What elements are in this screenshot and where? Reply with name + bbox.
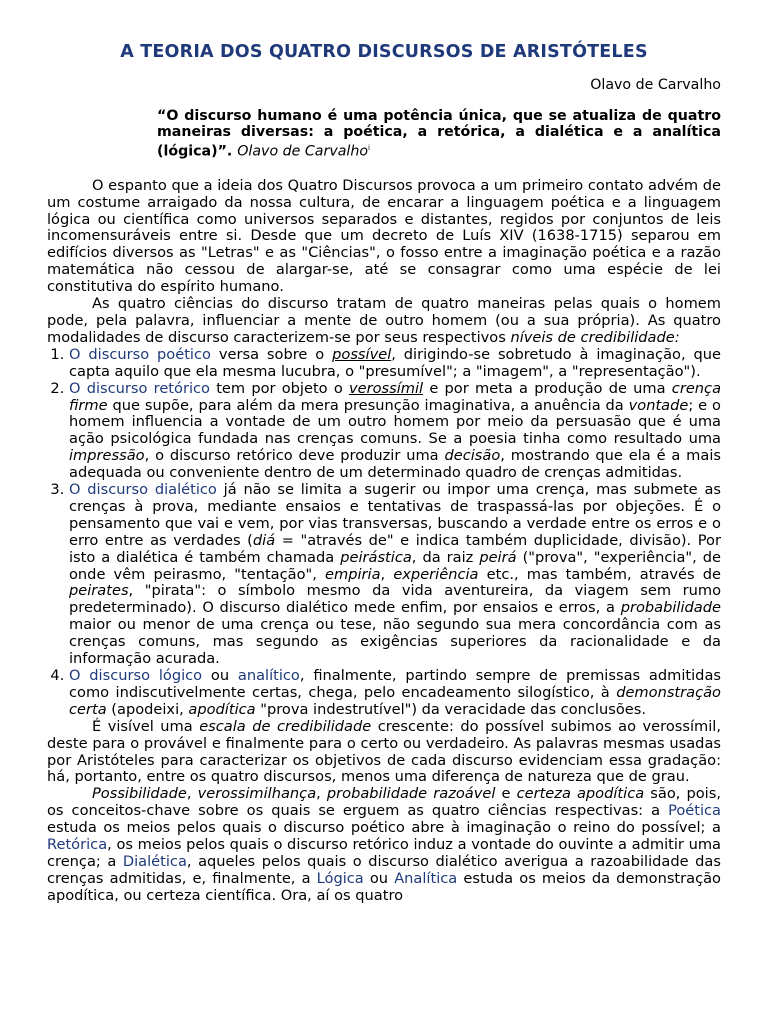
- list-text: "prova indestrutível") da veracidade das conclusões.: [255, 700, 646, 718]
- paragraph-4-text: estuda os meios pelos quais o discurso poético abre à imaginação o reino do possível; a: [47, 819, 721, 837]
- key-term: verossímil: [348, 379, 424, 397]
- paragraph-2: [47, 296, 721, 347]
- list-item-logic: [69, 668, 721, 719]
- paragraph-4-text: , aqueles pelos quais o discurso dialético averigua a razoabilidade das crenças admitidas, e, finalmente, a: [47, 852, 721, 887]
- term-rhetoric: O discurso retórico: [69, 379, 210, 397]
- emphasis: experiência: [393, 565, 479, 583]
- list-item-poetic: [69, 347, 721, 381]
- list-text: já não se limita a sugerir ou impor uma crença, mas submete as crenças à prova, mediante ensaios e tentativas de traspassá-las por objeções. É o pensamento que vai e vem, por vias transversas, buscando a verdade entre os erros e o erro entre as verdades (: [69, 481, 721, 549]
- list-text: , finalmente, partindo sempre de premissas admitidas como indiscutivelmente certas, chega, pelo encadeamento silogístico, à: [69, 667, 721, 701]
- list-text: (apodeixi,: [106, 700, 189, 718]
- separator: e: [495, 785, 517, 803]
- emphasis: decisão: [444, 447, 501, 465]
- paragraph-3: [47, 719, 721, 787]
- list-text: , dirigindo-se sobretudo à imaginação, que capta aquilo que ela mesma lucubra, o "presumível"; a "imagem", a "representação").: [69, 345, 721, 380]
- term-logica: Lógica: [316, 869, 364, 887]
- epigraph-signature: Olavo de Carvalho: [237, 143, 369, 160]
- paragraph-2-text: As quatro ciências do discurso tratam de quatro maneiras pelas quais o homem pode, pela palavra, influenciar a mente de outro homem (ou a sua própria). As quatro modalidades de discurso caracterizem-se por seus respectivos: [47, 295, 721, 346]
- term-dialectic: O discurso dialético: [69, 481, 217, 499]
- list-text: , "pirata": o símbolo mesmo da vida aventureira, da viagem sem rumo predeterminado). O discurso dialético mede enfim, por ensaios e erros, a: [69, 582, 721, 617]
- emphasis: vontade: [628, 396, 689, 414]
- emphasis: escala de credibilidade: [199, 717, 372, 735]
- list-text: maior ou menor de uma crença ou tese, não segundo sua mera concordância com as crenças comuns, mas segundo as exigências superiores da racionalidade e da informação acurada.: [69, 616, 721, 668]
- emphasis: impressão: [69, 447, 145, 465]
- list-item-rhetoric: [69, 381, 721, 482]
- list-text: versa sobre o: [210, 345, 333, 363]
- term-retorica: Retórica: [47, 836, 108, 854]
- emphasis: crença firme: [69, 379, 722, 414]
- author-name: Olavo de Carvalho: [590, 77, 721, 93]
- term-analytic: analítico: [237, 667, 300, 685]
- discourse-list: [47, 347, 721, 719]
- list-text: ou: [202, 667, 238, 685]
- epigraph-quote: “O discurso humano é uma potência única, que se atualiza de quatro maneiras diversas: a poética, a retórica, a dialética e a analítica (lógica)”.: [157, 108, 721, 160]
- emphasis: peirates: [69, 582, 129, 600]
- list-text: ("prova", "experiência", de onde vêm peirasmo, "tentação",: [69, 548, 721, 583]
- emphasis: probabilidade razoável: [326, 785, 496, 803]
- paragraph-1: O espanto que a ideia dos Quatro Discursos provoca a um primeiro contato advém de um costume arraigado da nossa cultura, de encarar a linguagem poética e a linguagem lógica ou científica como universos separados e distantes, regidos por conjuntos de leis incomensuráveis entre si. Desde que um decreto de Luís XIV (1638-1715) separou em edifícios diversos as "Letras" e as "Ciências", o fosso entre a imaginação poética e a razão matemática não cessou de alargar-se, até se consagrar como uma espécie de lei constitutiva do espírito humano.: [47, 176, 721, 296]
- emphasis: certeza apodítica: [516, 785, 645, 803]
- term-dialetica: Dialética: [122, 852, 187, 870]
- paragraph-4-text: , os meios pelos quais o discurso retórico induz a vontade do ouvinte a admitir uma crença; a: [47, 836, 721, 870]
- emphasis: diá: [252, 531, 276, 549]
- document-body: [47, 178, 721, 905]
- document-title: A TEORIA DOS QUATRO DISCURSOS DE ARISTÓTELES: [120, 42, 648, 62]
- key-term: possível: [332, 345, 392, 363]
- list-text: que supõe, para além da mera presunção imaginativa, a anuência da: [107, 396, 629, 414]
- emphasis: demonstração certa: [69, 683, 721, 718]
- list-text: e por meta a produção de uma: [423, 379, 672, 397]
- emphasis: peirástica: [340, 548, 412, 566]
- separator: ,: [186, 785, 198, 803]
- emphasis: empiria: [325, 565, 381, 583]
- paragraph-4: [47, 786, 721, 904]
- list-text: etc., mas também, através de: [478, 565, 721, 583]
- list-text: = "através de" e indica também duplicidade, divisão). Por isto a dialética é também chamada: [69, 531, 721, 566]
- list-item-dialectic: [69, 482, 721, 668]
- list-text: ,: [380, 565, 394, 583]
- term-logic: O discurso lógico: [69, 667, 203, 685]
- term-poetica: Poética: [668, 802, 721, 820]
- term-analitica: Analítica: [394, 869, 458, 887]
- footnote-mark[interactable]: i: [368, 144, 370, 152]
- emphasis: Possibilidade: [92, 785, 187, 803]
- paragraph-4-text: são, pois, os conceitos-chave sobre os quais se erguem as quatro ciências respectivas: a: [47, 785, 721, 820]
- term-poetic: O discurso poético: [69, 345, 211, 363]
- paragraph-4-text: ou: [363, 869, 395, 887]
- separator: ,: [316, 785, 327, 803]
- paragraph-3-text: É visível uma: [92, 717, 200, 735]
- emphasis: probabilidade: [620, 599, 721, 617]
- paragraph-3-text: crescente: do possível subimos ao verossímil, deste para o provável e finalmente para o certo ou verdadeiro. As palavras mesmas usadas por Aristóteles para caracterizar os objetivos de cada discurso evidenciam essa gradação: há, portanto, entre os quatro discursos, menos uma diferença de natureza que de grau.: [47, 717, 721, 786]
- emphasis: peirá: [479, 548, 517, 566]
- list-text: , da raiz: [411, 548, 480, 566]
- emphasis: apodítica: [188, 700, 256, 718]
- list-text: , o discurso retórico deve produzir uma: [144, 447, 445, 465]
- paragraph-4-text: estuda os meios da demonstração apodítica, ou certeza científica. Ora, aí os quatro: [47, 869, 721, 904]
- emphasis: verossimilhança: [197, 785, 317, 803]
- list-text: tem por objeto o: [209, 379, 349, 397]
- epigraph: [157, 108, 721, 160]
- list-text: ; e o homem influencia a vontade de um outro homem por meio da persuasão que é uma ação psicológica fundada nas crenças comuns. Se a poesia tinha como resultado uma: [69, 396, 721, 448]
- paragraph-2-emphasis: níveis de credibilidade:: [510, 328, 680, 346]
- list-text: , mostrando que ela é a mais adequada ou conveniente dentro de um determinado quadro de crenças admitidas.: [69, 447, 721, 482]
